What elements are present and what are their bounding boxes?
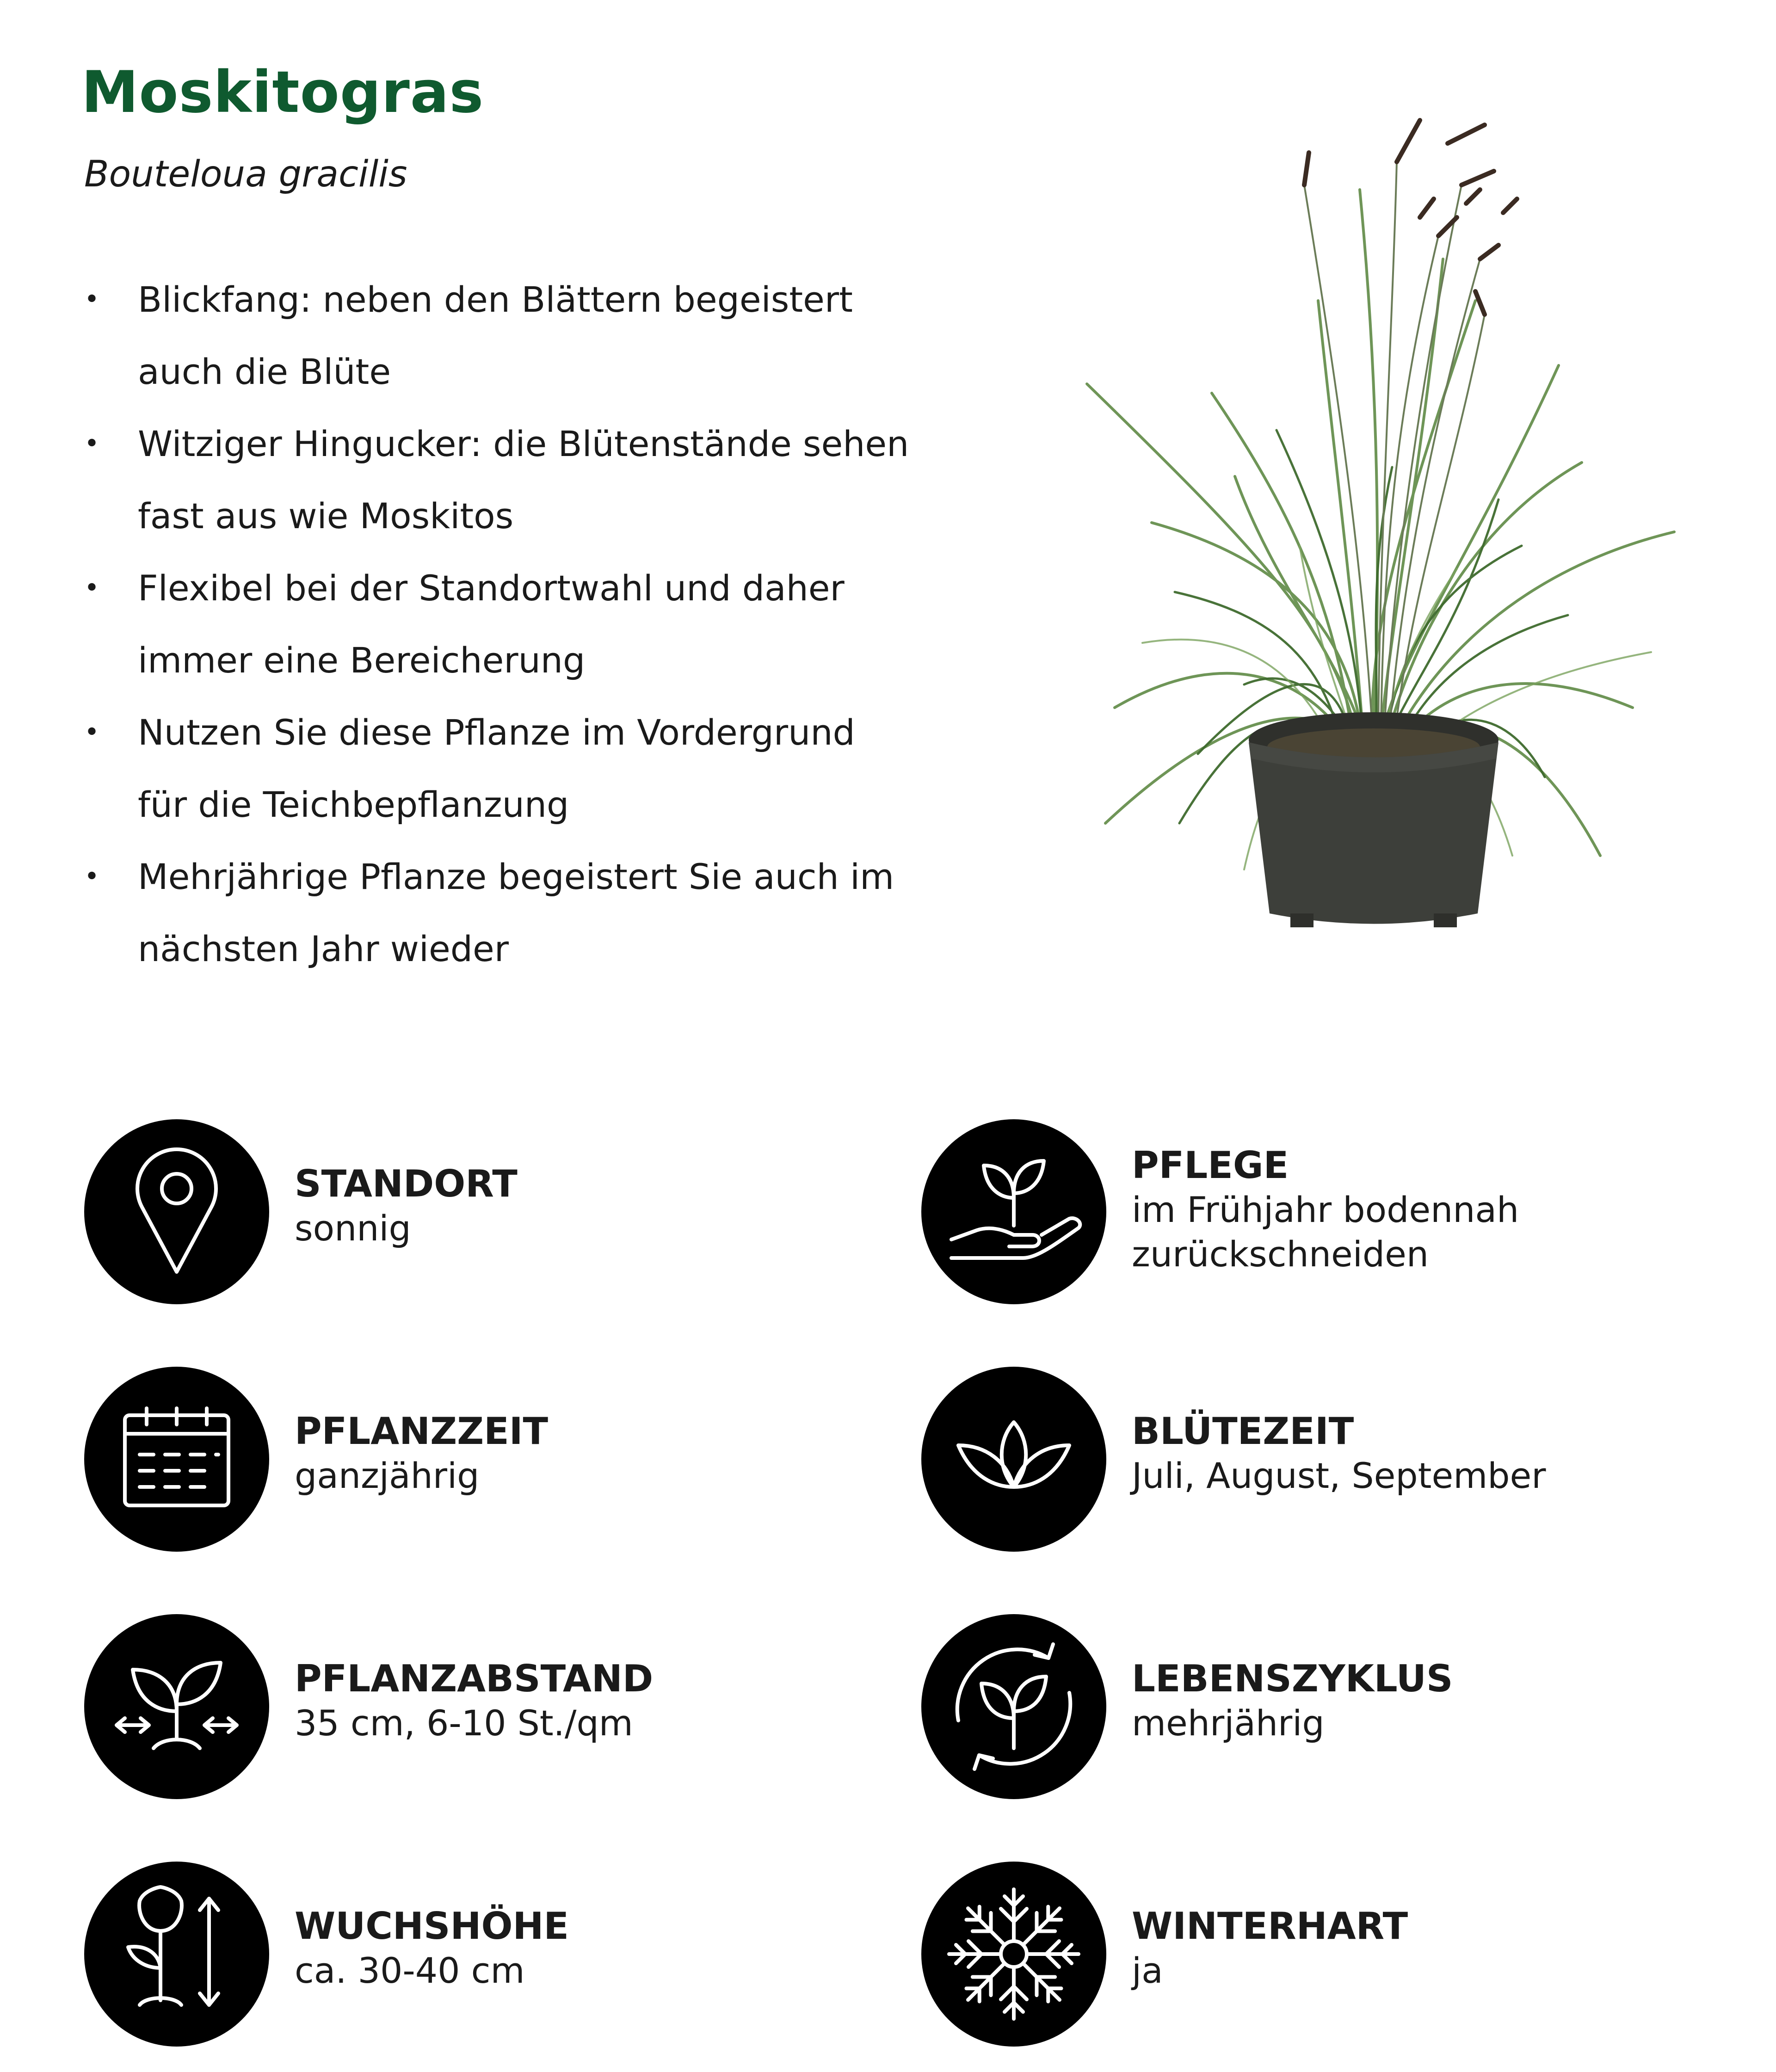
bullet-dot-icon: • bbox=[84, 284, 100, 314]
feature-pflanzabstand bbox=[84, 1614, 870, 1799]
feature-value: 35 cm, 6-10 St./qm bbox=[295, 1702, 633, 1744]
bullet-line: Witziger Hingucker: die Blütenstände sehen bbox=[138, 423, 909, 464]
bullet-line: Nutzen Sie diese Pflanze im Vordergrund bbox=[138, 712, 855, 753]
feature-value: mehrjährig bbox=[1132, 1702, 1325, 1744]
bullet-dot-icon: • bbox=[84, 862, 100, 892]
flower-heads bbox=[1304, 120, 1517, 314]
botanical-name: Bouteloua gracilis bbox=[84, 154, 407, 195]
plant-photo bbox=[1059, 106, 1679, 948]
feature-value: ja bbox=[1132, 1950, 1163, 1991]
bullet-dot-icon: • bbox=[84, 573, 100, 603]
feature-label: WUCHSHÖHE bbox=[295, 1905, 569, 1948]
feature-label: STANDORT bbox=[295, 1162, 518, 1205]
feature-wuchshoehe bbox=[84, 1862, 870, 2047]
calendar-icon bbox=[84, 1367, 269, 1552]
hand-seedling-icon bbox=[921, 1119, 1106, 1304]
snowflake-icon bbox=[921, 1862, 1106, 2047]
feature-winterhart bbox=[921, 1862, 1708, 2047]
plant-height-icon bbox=[84, 1862, 269, 2047]
bullet-dot-icon: • bbox=[84, 717, 100, 747]
feature-label: PFLEGE bbox=[1132, 1144, 1289, 1187]
bullet-line: fast aus wie Moskitos bbox=[138, 495, 514, 536]
bullet-item bbox=[79, 408, 957, 552]
bullet-line: nächsten Jahr wieder bbox=[138, 928, 509, 969]
plant-cycle-icon bbox=[921, 1614, 1106, 1799]
feature-value: ganzjährig bbox=[295, 1455, 480, 1496]
bullet-item bbox=[79, 697, 957, 841]
feature-value: Juli, August, September bbox=[1132, 1455, 1546, 1496]
feature-value: im Frühjahr bodennah zurückschneiden bbox=[1132, 1189, 1519, 1275]
feature-pflege bbox=[921, 1119, 1708, 1304]
bullet-item bbox=[79, 264, 957, 408]
feature-label: PFLANZZEIT bbox=[295, 1410, 549, 1453]
bullet-dot-icon: • bbox=[84, 429, 100, 459]
bullet-line: Mehrjährige Pflanze begeistert Sie auch im bbox=[138, 856, 894, 897]
plant-spacing-icon bbox=[84, 1614, 269, 1799]
location-pin-icon bbox=[84, 1119, 269, 1304]
bullet-item bbox=[79, 841, 957, 985]
page-title: Moskitogras bbox=[81, 59, 484, 126]
plant-pot bbox=[1249, 712, 1498, 927]
feature-value: sonnig bbox=[295, 1208, 411, 1249]
bullet-line: Flexibel bei der Standortwahl und daher bbox=[138, 567, 845, 609]
bullet-item bbox=[79, 552, 957, 697]
feature-label: BLÜTEZEIT bbox=[1132, 1410, 1354, 1453]
lotus-flower-icon bbox=[921, 1367, 1106, 1552]
feature-label: WINTERHART bbox=[1132, 1905, 1408, 1948]
feature-bluetezeit bbox=[921, 1367, 1708, 1552]
feature-lebenszyklus bbox=[921, 1614, 1708, 1799]
feature-label: LEBENSZYKLUS bbox=[1132, 1657, 1453, 1700]
feature-bullet-list bbox=[79, 264, 957, 985]
feature-label: PFLANZABSTAND bbox=[295, 1657, 654, 1700]
bullet-line: immer eine Bereicherung bbox=[138, 640, 586, 681]
feature-pflanzzeit bbox=[84, 1367, 870, 1552]
bullet-line: Blickfang: neben den Blättern begeistert bbox=[138, 279, 853, 320]
bullet-line: auch die Blüte bbox=[138, 351, 391, 392]
feature-value: ca. 30-40 cm bbox=[295, 1950, 525, 1991]
feature-standort bbox=[84, 1119, 870, 1304]
bullet-line: für die Teichbepflanzung bbox=[138, 784, 569, 825]
